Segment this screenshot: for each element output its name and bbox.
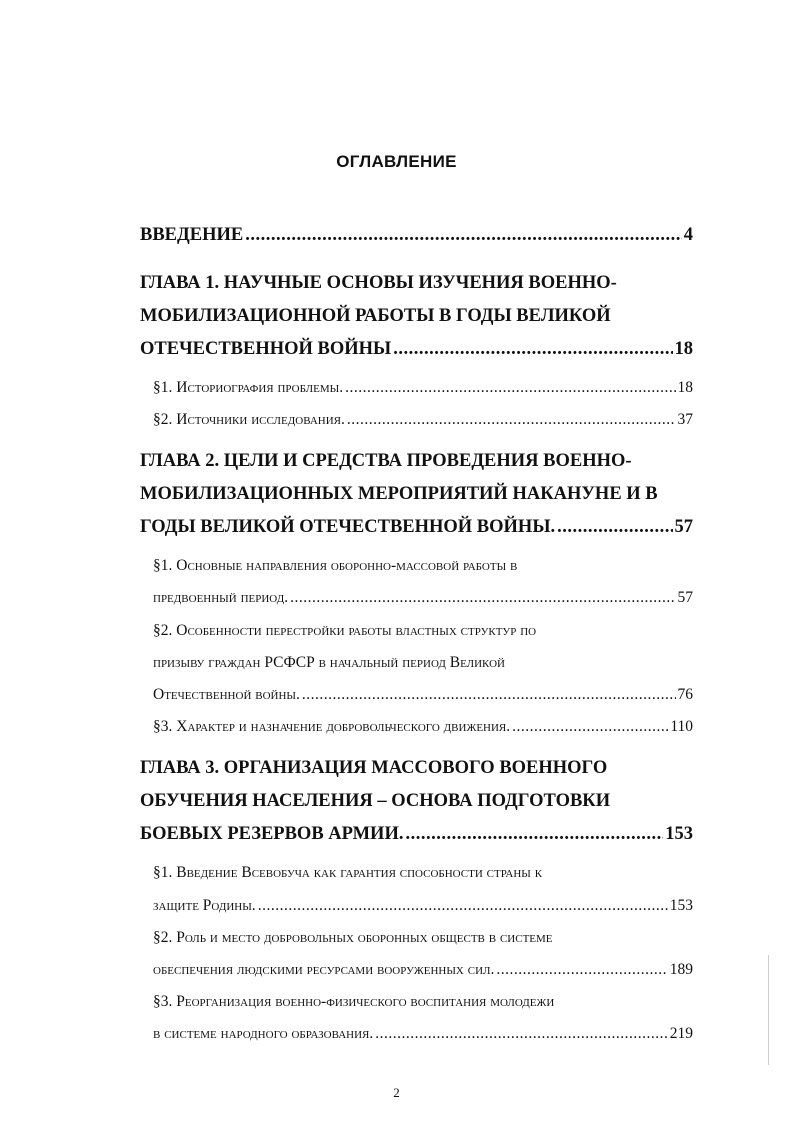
dot-leader	[345, 379, 675, 397]
toc-entry-page: 110	[670, 718, 693, 735]
dot-leader	[557, 517, 672, 538]
toc-entry-page: 219	[669, 1025, 693, 1042]
scan-edge-line	[768, 955, 769, 1065]
toc-entry-ch3-sec3-line1[interactable]: §3. Реорганизация военно-физического воспитания молодежи	[153, 993, 555, 1010]
toc-entry-page: 153	[669, 897, 693, 914]
toc-entry-text: §1. Историография проблемы.	[153, 379, 344, 396]
toc-entry-chapter1[interactable]	[140, 339, 693, 360]
toc-entry-page: 4	[683, 225, 693, 245]
chapter2-title-line2[interactable]: МОБИЛИЗАЦИОННЫХ МЕРОПРИЯТИЙ НАКАНУНЕ И В	[140, 484, 658, 504]
toc-entry-ch2-sec2-line1[interactable]: §2. Особенности перестройки работы властных структур по	[153, 622, 537, 639]
toc-entry-ch2-sec2[interactable]	[153, 686, 693, 704]
toc-entry-ch2-sec1-line1[interactable]: §1. Основные направления оборонно-массовой работы в	[153, 557, 518, 574]
toc-entry-page: 57	[677, 589, 693, 606]
toc-entry-page: 153	[665, 824, 693, 844]
chapter2-title-line1[interactable]: ГЛАВА 2. ЦЕЛИ И СРЕДСТВА ПРОВЕДЕНИЯ ВОЕННО-	[140, 451, 632, 471]
toc-entry-chapter3[interactable]	[140, 824, 693, 845]
toc-entry-ch3-sec1[interactable]	[153, 897, 693, 915]
dot-leader	[375, 1025, 667, 1043]
toc-entry-text: §3. Характер и назначение добровольческого движения.	[153, 718, 511, 735]
toc-entry-ch1-sec2[interactable]	[153, 411, 693, 429]
toc-entry-text: обеспечения людскими ресурсами вооруженных сил.	[153, 961, 495, 978]
toc-entry-text: ГОДЫ ВЕЛИКОЙ ОТЕЧЕСТВЕННОЙ ВОЙНЫ.	[140, 517, 556, 537]
chapter3-title-line1[interactable]: ГЛАВА 3. ОРГАНИЗАЦИЯ МАССОВОГО ВОЕННОГО	[140, 758, 608, 778]
toc-entry-ch2-sec1[interactable]	[153, 589, 693, 607]
toc-entry-page: 57	[674, 517, 693, 537]
toc-entry-page: 76	[677, 686, 693, 703]
toc-entry-intro[interactable]	[140, 225, 693, 246]
dot-leader	[347, 411, 676, 429]
toc-entry-text: ОТЕЧЕСТВЕННОЙ ВОЙНЫ	[140, 339, 392, 359]
toc-entry-chapter2[interactable]	[140, 517, 693, 538]
dot-leader	[302, 686, 676, 704]
toc-entry-ch2-sec2-line2[interactable]: призыву граждан РСФСР в начальный период Великой	[153, 654, 506, 671]
toc-entry-page: 18	[674, 339, 693, 359]
toc-entry-text: предвоенный период.	[153, 589, 289, 606]
dot-leader	[393, 339, 672, 360]
toc-entry-ch3-sec1-line1[interactable]: §1. Введение Всевобуча как гарантия способности страны к	[153, 864, 543, 881]
toc-entry-text: в системе народного образования.	[153, 1025, 374, 1042]
dot-leader	[258, 897, 668, 915]
toc-entry-ch3-sec2[interactable]	[153, 961, 693, 979]
toc-entry-text: защите Родины.	[153, 897, 256, 914]
dot-leader	[245, 225, 682, 246]
chapter3-title-line2[interactable]: ОБУЧЕНИЯ НАСЕЛЕНИЯ – ОСНОВА ПОДГОТОВКИ	[140, 791, 611, 811]
dot-leader	[496, 961, 667, 979]
chapter1-title-line2[interactable]: МОБИЛИЗАЦИОННОЙ РАБОТЫ В ГОДЫ ВЕЛИКОЙ	[140, 306, 611, 326]
dot-leader	[512, 718, 668, 736]
toc-title: ОГЛАВЛЕНИЕ	[336, 152, 457, 171]
toc-entry-page: 37	[677, 411, 693, 428]
toc-entry-ch1-sec1[interactable]	[153, 379, 693, 397]
toc-entry-text: §2. Источники исследования.	[153, 411, 345, 428]
toc-entry-text: БОЕВЫХ РЕЗЕРВОВ АРМИИ.	[140, 824, 404, 844]
toc-entry-page: 18	[677, 379, 693, 396]
page-number: 2	[393, 1085, 400, 1100]
toc-entry-ch3-sec3[interactable]	[153, 1025, 693, 1043]
toc-entry-ch2-sec3[interactable]	[153, 718, 693, 736]
dot-leader	[405, 824, 663, 845]
chapter1-title-line1[interactable]: ГЛАВА 1. НАУЧНЫЕ ОСНОВЫ ИЗУЧЕНИЯ ВОЕННО-	[140, 273, 617, 293]
toc-entry-ch3-sec2-line1[interactable]: §2. Роль и место добровольных оборонных обществ в системе	[153, 929, 553, 946]
toc-entry-text: Отечественной войны.	[153, 686, 300, 703]
toc-entry-text: ВВЕДЕНИЕ	[140, 225, 244, 245]
toc-entry-page: 189	[669, 961, 693, 978]
dot-leader	[290, 589, 675, 607]
